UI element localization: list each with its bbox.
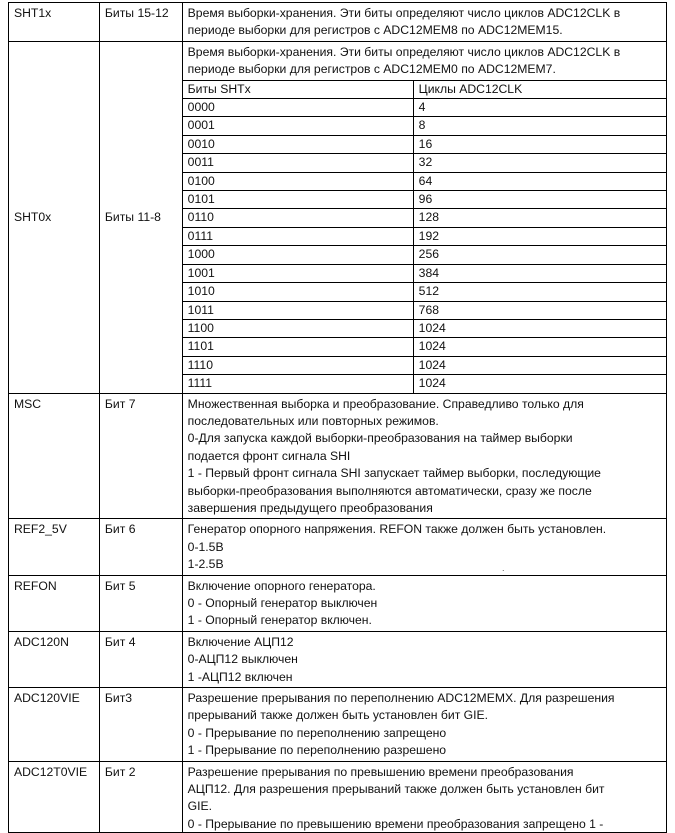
description-line: 0 - Опорный генератор выключен bbox=[187, 596, 378, 610]
sht-cycles-row bbox=[183, 264, 666, 282]
field-name: REFON bbox=[9, 575, 100, 631]
sht-bits-value: 1010 bbox=[183, 283, 414, 301]
description-line: Множественная выборка и преобразование. Справедливо только для bbox=[187, 396, 584, 411]
sht-cycles-row bbox=[183, 338, 666, 356]
field-description bbox=[182, 41, 666, 393]
sht-cycles-row bbox=[183, 135, 666, 153]
sht-bits-value: 1011 bbox=[183, 301, 414, 319]
description-line: периоде выборки для регистров с ADC12MEM8 по ADC12MEM15. bbox=[187, 23, 563, 38]
table-row-ref2-5v bbox=[9, 519, 667, 575]
field-bits: Бит 5 bbox=[99, 575, 182, 631]
sht-cycles-row bbox=[183, 283, 666, 301]
description-line: 0-1.5В bbox=[187, 539, 224, 554]
description-line: 0 - Прерывание по переполнению запрещено bbox=[187, 725, 447, 740]
description-line: 0-Для запуска каждой выборки-преобразования на таймер выборки bbox=[187, 431, 573, 446]
sht-bits-value: 0111 bbox=[183, 227, 414, 245]
register-bits-table bbox=[8, 2, 667, 833]
adc12clk-cycles-value: 16 bbox=[413, 135, 666, 153]
adc12clk-cycles-value: 512 bbox=[413, 283, 666, 301]
table-row-adc12ovie bbox=[9, 688, 667, 762]
field-bits: Бит 2 bbox=[99, 761, 182, 832]
adc12clk-cycles-value: 1024 bbox=[413, 319, 666, 337]
description-line: 1 - Опорный генератор включен. bbox=[187, 613, 372, 628]
sht-bits-value: 1110 bbox=[183, 356, 414, 374]
description-line: 0 - Прерывание по превышению времени преобразования запрещено 1 - bbox=[187, 816, 604, 831]
sht-cycles-row bbox=[183, 227, 666, 245]
sht-bits-value: 0011 bbox=[183, 154, 414, 172]
sht-bits-header: Биты SHTx bbox=[187, 81, 251, 96]
adc12clk-cycles-value: 64 bbox=[413, 172, 666, 190]
sht-cycles-row bbox=[183, 209, 666, 227]
field-name: SHT1x bbox=[9, 3, 100, 42]
register-description-document bbox=[8, 2, 667, 833]
field-bits: Бит 6 bbox=[99, 519, 182, 575]
adc12clk-cycles-value: 768 bbox=[413, 301, 666, 319]
sht-bits-value: 1000 bbox=[183, 246, 414, 264]
adc12clk-cycles-header: Циклы ADC12CLK bbox=[413, 81, 666, 99]
sht-cycles-table bbox=[183, 81, 666, 393]
sht-cycles-header-row bbox=[183, 81, 666, 99]
description-line: периоде выборки для регистров с ADC12MEM0 по ADC12MEM7. bbox=[187, 62, 556, 77]
description-line: 1 - Прерывание по переполнению разрешено bbox=[187, 743, 447, 758]
sht-bits-value: 0110 bbox=[183, 209, 414, 227]
sht-cycles-row bbox=[183, 191, 666, 209]
description-line: 0-АЦП12 выключен bbox=[187, 652, 298, 667]
field-name: SHT0x bbox=[9, 41, 100, 393]
sht-bits-value: 0100 bbox=[183, 172, 414, 190]
field-name: ADC120VIE bbox=[9, 688, 100, 762]
field-description bbox=[182, 761, 666, 832]
adc12clk-cycles-value: 1024 bbox=[413, 356, 666, 374]
sht-cycles-row bbox=[183, 99, 666, 117]
table-row-adc12tovie bbox=[9, 761, 667, 832]
field-bits: Бит 7 bbox=[99, 393, 182, 519]
description-line: Разрешение прерывания по переполнению ADC12MEMX. Для разрешения bbox=[187, 691, 615, 706]
field-description bbox=[182, 688, 666, 762]
description-line: последовательных или повторных режимов. bbox=[187, 413, 439, 428]
description-line: выборки-преобразования выполняются автоматически, сразу же после bbox=[187, 483, 592, 498]
sht-cycles-row bbox=[183, 356, 666, 374]
adc12clk-cycles-value: 384 bbox=[413, 264, 666, 282]
description-line: Время выборки-хранения. Эти биты определяют число циклов ADC12CLK в bbox=[187, 6, 621, 20]
adc12clk-cycles-value: 256 bbox=[413, 246, 666, 264]
adc12clk-cycles-value: 32 bbox=[413, 154, 666, 172]
adc12clk-cycles-value: 128 bbox=[413, 209, 666, 227]
table-row-adc12on bbox=[9, 631, 667, 687]
adc12clk-cycles-value: 8 bbox=[413, 117, 666, 135]
sht-bits-value: 0000 bbox=[183, 99, 414, 117]
field-name: REF2_5V bbox=[9, 519, 100, 575]
sht-cycles-row bbox=[183, 246, 666, 264]
field-description bbox=[182, 3, 666, 42]
field-description bbox=[182, 393, 666, 519]
sht-cycles-row bbox=[183, 117, 666, 135]
field-description bbox=[182, 575, 666, 631]
table-row-refon bbox=[9, 575, 667, 631]
sht-cycles-row bbox=[183, 172, 666, 190]
table-row-msc bbox=[9, 393, 667, 519]
sht-cycles-row bbox=[183, 154, 666, 172]
description-line: подается фронт сигнала SHI bbox=[187, 448, 351, 463]
field-description bbox=[182, 631, 666, 687]
adc12clk-cycles-value: 4 bbox=[413, 99, 666, 117]
table-row-sht1x bbox=[9, 3, 667, 42]
adc12clk-cycles-value: 1024 bbox=[413, 375, 666, 393]
sht-bits-value: 1001 bbox=[183, 264, 414, 282]
table-row-sht0x bbox=[9, 41, 667, 393]
description-line: АЦП12. Для разрешения прерываний также должен быть установлен бит bbox=[187, 782, 605, 797]
description-line: Включение АЦП12 bbox=[187, 634, 294, 649]
field-name: ADC120N bbox=[9, 631, 100, 687]
field-bits: Бит3 bbox=[99, 688, 182, 762]
field-name: ADC12T0VIE bbox=[9, 761, 100, 832]
field-name: MSC bbox=[9, 393, 100, 519]
sht-cycles-row bbox=[183, 375, 666, 393]
adc12clk-cycles-value: 1024 bbox=[413, 338, 666, 356]
description-line: GIE. bbox=[187, 799, 213, 814]
description-line: 1 -АЦП12 включен bbox=[187, 669, 293, 684]
description-line: Время выборки-хранения. Эти биты определяют число циклов ADC12CLK в bbox=[187, 44, 621, 59]
sht-bits-value: 0001 bbox=[183, 117, 414, 135]
adc12clk-cycles-value: 192 bbox=[413, 227, 666, 245]
sht-bits-value: 0010 bbox=[183, 135, 414, 153]
field-bits: Бит 4 bbox=[99, 631, 182, 687]
description-line: завершения предыдущего преобразования bbox=[187, 500, 433, 515]
description-line: Разрешение прерывания по превышению времени преобразования bbox=[187, 764, 574, 779]
sht-cycles-row bbox=[183, 319, 666, 337]
description-line: Генератор опорного напряжения. REFON также должен быть установлен. bbox=[187, 522, 607, 537]
field-bits: Биты 11-8 bbox=[99, 41, 182, 393]
description-line: прерываний также должен быть установлен бит GIE. bbox=[187, 708, 489, 723]
field-description-text bbox=[183, 42, 666, 81]
sht-bits-value: 1101 bbox=[183, 338, 414, 356]
description-line: 1-2.5В bbox=[187, 557, 224, 572]
sht-cycles-row bbox=[183, 301, 666, 319]
sht-bits-value: 0101 bbox=[183, 191, 414, 209]
sht-bits-value: 1111 bbox=[183, 375, 414, 393]
description-line: 1 - Первый фронт сигнала SHI запускает таймер выборки, последующие bbox=[187, 466, 601, 481]
description-line: Включение опорного генератора. bbox=[187, 578, 376, 593]
sht-bits-value: 1100 bbox=[183, 319, 414, 337]
field-description bbox=[182, 519, 666, 575]
field-bits: Биты 15-12 bbox=[99, 3, 182, 42]
adc12clk-cycles-value: 96 bbox=[413, 191, 666, 209]
stray-mark: . bbox=[502, 563, 505, 573]
